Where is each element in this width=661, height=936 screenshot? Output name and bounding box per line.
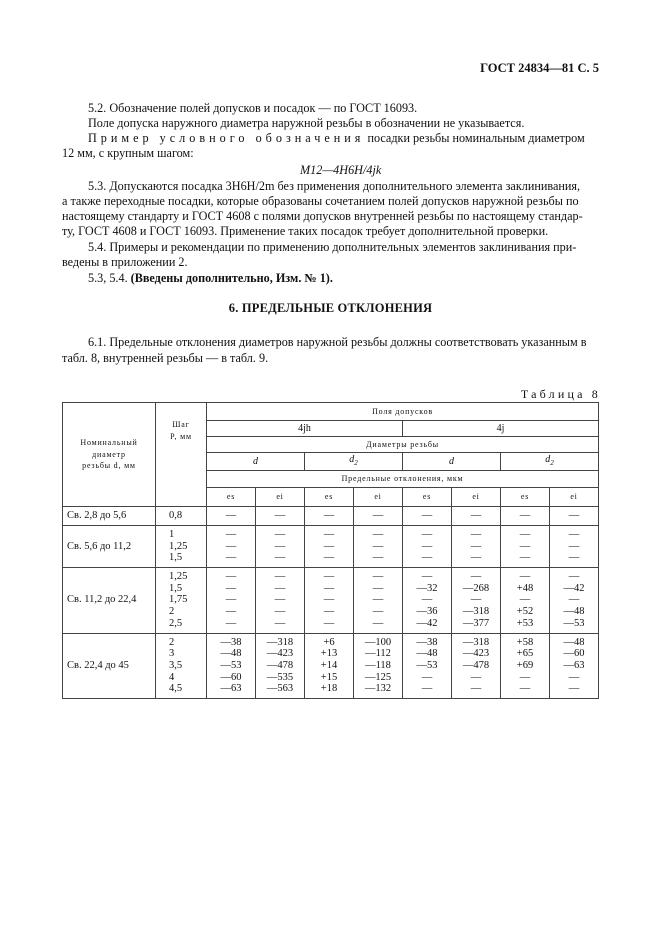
- table-row: [63, 633, 599, 698]
- header-subcol-ei: ei: [354, 488, 403, 507]
- deviation-value: —: [225, 529, 237, 540]
- paragraph-6-1-line1: 6.1. Предельные отклонения диаметров наружной резьбы должны соответствовать указанным в: [88, 335, 587, 349]
- deviation-cell: [501, 568, 550, 633]
- deviation-value: —: [323, 552, 335, 564]
- deviation-cell: [452, 507, 501, 526]
- row-label: Св. 11,2 до 22,4: [63, 568, 156, 633]
- deviation-value: —: [274, 594, 286, 606]
- deviation-value: —: [470, 571, 482, 583]
- deviation-value: +6: [323, 636, 335, 648]
- deviation-value: —: [225, 571, 237, 583]
- deviation-value: —118: [365, 659, 391, 671]
- example-spaced-label: Пример условного обозначения: [88, 131, 365, 145]
- deviation-value: —: [568, 540, 580, 552]
- section-6-title: 6. ПРЕДЕЛЬНЫЕ ОТКЛОНЕНИЯ: [228, 301, 433, 315]
- d2-label: $d_2$: [545, 454, 554, 467]
- example-rest: посадки резьбы номинальным диаметром: [367, 131, 585, 145]
- table-caption: Таблица 8: [520, 387, 601, 401]
- deviation-value: —: [421, 594, 433, 606]
- header-diam-d2-4jh: [305, 453, 403, 471]
- pitch-value: 3: [169, 648, 175, 660]
- header-subcol-es: es: [207, 488, 256, 507]
- deviation-value: —60: [563, 648, 585, 660]
- deviation-cell: [403, 507, 452, 526]
- deviation-value: —: [470, 594, 482, 606]
- row-label: Св. 22,4 до 45: [63, 633, 156, 698]
- deviation-value: —48: [220, 648, 242, 660]
- example-line2: 12 мм, с крупным шагом:: [62, 146, 194, 160]
- deviation-cell: [305, 507, 354, 526]
- deviation-value: —: [274, 510, 286, 522]
- paragraph-5-3-line2: а также переходные посадки, которые образованы сочетанием полей допусков наружной резьбы по: [62, 194, 579, 208]
- deviation-value: —42: [563, 582, 585, 594]
- deviation-cell: [550, 633, 599, 698]
- deviation-value: —: [225, 540, 237, 552]
- deviation-value: —: [519, 510, 531, 522]
- deviation-value: —: [323, 606, 335, 618]
- header-subcol-ei: ei: [550, 488, 599, 507]
- deviation-value: —535: [266, 671, 294, 683]
- deviation-value: —: [421, 510, 433, 522]
- deviation-value: —48: [563, 636, 585, 648]
- deviation-value: —132: [364, 683, 392, 695]
- deviation-value: —: [372, 582, 384, 594]
- deviation-cell: [354, 633, 403, 698]
- pitch-cell: [156, 568, 207, 633]
- deviation-value: +14: [320, 659, 338, 671]
- deviation-value: —36: [416, 606, 438, 618]
- deviation-cell: [550, 568, 599, 633]
- header-subcol-es: es: [501, 488, 550, 507]
- deviation-value: —: [274, 582, 286, 594]
- deviation-value: —: [568, 510, 580, 522]
- deviation-value: —: [274, 571, 286, 583]
- deviation-value: —125: [364, 671, 392, 683]
- deviation-cell: [207, 507, 256, 526]
- deviation-value: —: [519, 540, 531, 552]
- deviation-value: —: [519, 552, 531, 564]
- deviation-value: —: [225, 510, 237, 522]
- deviation-cell: [452, 633, 501, 698]
- table-8: [62, 402, 599, 699]
- deviation-value: +48: [516, 582, 534, 594]
- pitch-value: 2: [169, 606, 175, 618]
- deviation-value: +65: [516, 648, 534, 660]
- d2-label: $d_2$: [349, 454, 358, 467]
- deviation-value: —: [225, 606, 237, 618]
- deviation-value: +18: [320, 683, 338, 695]
- row-label: Св. 2,8 до 5,6: [63, 507, 156, 526]
- deviation-value: —: [568, 594, 580, 606]
- deviation-value: +15: [320, 671, 338, 683]
- pitch-value: 4: [169, 671, 175, 683]
- deviation-value: —: [372, 510, 384, 522]
- deviation-value: —: [568, 552, 580, 564]
- deviation-cell: [403, 526, 452, 568]
- example-line1: [88, 131, 585, 146]
- paragraph-5-2-line2: Поле допуска наружного диаметра наружной резьбы в обозначении не указывается.: [88, 116, 525, 130]
- deviation-value: —63: [563, 659, 585, 671]
- header-tolerance-fields: Поля допусков: [207, 403, 599, 421]
- deviation-value: —: [421, 671, 433, 683]
- pitch-value: 1,5: [169, 582, 183, 594]
- deviation-cell: [256, 633, 305, 698]
- deviation-value: —: [372, 606, 384, 618]
- deviation-value: —: [568, 683, 580, 695]
- header-thread-diameters: Диаметры резьбы: [207, 437, 599, 453]
- header-nominal-diameter: Номинальный диаметр резьбы d, мм: [63, 403, 156, 507]
- deviation-value: —: [225, 617, 237, 629]
- deviation-cell: [305, 633, 354, 698]
- deviation-value: —: [372, 594, 384, 606]
- header-diam-d-4j: d: [403, 453, 501, 471]
- deviation-value: —: [372, 617, 384, 629]
- deviation-value: —: [568, 529, 580, 540]
- deviation-value: —: [323, 617, 335, 629]
- deviation-cell: [207, 526, 256, 568]
- deviation-value: —318: [462, 606, 490, 618]
- deviation-value: —: [519, 671, 531, 683]
- deviation-value: —: [225, 594, 237, 606]
- deviation-value: —: [421, 529, 433, 540]
- deviation-value: —60: [220, 671, 242, 683]
- deviation-value: —377: [462, 617, 490, 629]
- header-pitch: Шаг P, мм: [156, 403, 207, 507]
- deviation-value: —: [519, 571, 531, 583]
- deviation-value: —478: [462, 659, 490, 671]
- deviation-value: +52: [516, 606, 534, 618]
- deviation-cell: [256, 568, 305, 633]
- deviation-value: —: [519, 529, 531, 540]
- deviation-value: —100: [364, 636, 392, 648]
- deviation-value: —563: [266, 683, 294, 695]
- row-label: Св. 5,6 до 11,2: [63, 526, 156, 568]
- deviation-cell: [501, 633, 550, 698]
- amendment-prefix: 5.3, 5.4.: [88, 271, 128, 285]
- pitch-value: 1,25: [169, 571, 188, 583]
- deviation-value: —: [519, 594, 531, 606]
- deviation-value: —: [274, 529, 286, 540]
- deviation-value: —53: [220, 659, 242, 671]
- paragraph-5-3-line4: ту, ГОСТ 4608 и ГОСТ 16093. Применение таких посадок требует дополнительной проверки.: [62, 224, 549, 238]
- deviation-value: —: [421, 552, 433, 564]
- deviation-value: —: [274, 617, 286, 629]
- deviation-value: —: [323, 510, 335, 522]
- deviation-value: —63: [220, 683, 242, 695]
- deviation-value: —: [421, 683, 433, 695]
- amendment-note: [88, 271, 333, 286]
- deviation-value: —32: [416, 582, 438, 594]
- header-subcol-es: es: [305, 488, 354, 507]
- deviation-value: —423: [462, 648, 490, 660]
- deviation-value: —: [519, 683, 531, 695]
- deviation-value: —: [274, 540, 286, 552]
- deviation-value: —: [323, 582, 335, 594]
- paragraph-5-4-line1: 5.4. Примеры и рекомендации по применению дополнительных элементов заклинивания при-: [88, 240, 577, 254]
- header-subcol-es: es: [403, 488, 452, 507]
- deviation-value: —: [225, 552, 237, 564]
- pitch-value: 1: [169, 529, 175, 540]
- table-row: [63, 568, 599, 633]
- deviation-cell: [354, 507, 403, 526]
- deviation-cell: [403, 633, 452, 698]
- deviation-value: —: [470, 529, 482, 540]
- pitch-value: 2,5: [169, 617, 183, 629]
- deviation-value: —: [323, 571, 335, 583]
- header-diam-d-4jh: d: [207, 453, 305, 471]
- deviation-value: —38: [220, 636, 242, 648]
- paragraph-5-2-line1: 5.2. Обозначение полей допусков и посадок — по ГОСТ 16093.: [88, 101, 418, 115]
- header-limit-deviations: Предельные отклонения, мкм: [207, 471, 599, 488]
- header-diam-d2-4j: [501, 453, 599, 471]
- deviation-value: —53: [563, 617, 585, 629]
- table-row: [63, 507, 599, 526]
- deviation-value: +69: [516, 659, 534, 671]
- deviation-cell: [256, 526, 305, 568]
- page-header: ГОСТ 24834—81 С. 5: [480, 61, 599, 75]
- deviation-value: —48: [416, 648, 438, 660]
- header-subcol-ei: ei: [256, 488, 305, 507]
- pitch-value: 1,75: [169, 594, 188, 606]
- deviation-cell: [501, 526, 550, 568]
- deviation-cell: [256, 507, 305, 526]
- thread-designation-formula: M12—4H6H/4jk: [300, 163, 382, 177]
- paragraph-6-1-line2: табл. 8, внутренней резьбы — в табл. 9.: [62, 351, 269, 365]
- deviation-value: —: [470, 671, 482, 683]
- deviation-value: +13: [320, 648, 338, 660]
- pitch-value: 4,5: [169, 683, 183, 695]
- deviation-cell: [501, 507, 550, 526]
- deviation-value: —48: [563, 606, 585, 618]
- deviation-cell: [305, 568, 354, 633]
- deviation-value: —318: [462, 636, 490, 648]
- pitch-value: 3,5: [169, 659, 183, 671]
- header-subcol-ei: ei: [452, 488, 501, 507]
- deviation-cell: [452, 526, 501, 568]
- deviation-value: —: [568, 571, 580, 583]
- deviation-cell: [403, 568, 452, 633]
- deviation-cell: [354, 568, 403, 633]
- deviation-value: —: [323, 529, 335, 540]
- amendment-bold: (Введены дополнительно, Изм. № 1).: [130, 271, 333, 285]
- deviation-value: —268: [462, 582, 490, 594]
- deviation-cell: [207, 633, 256, 698]
- deviation-value: —: [470, 683, 482, 695]
- deviation-cell: [550, 507, 599, 526]
- deviation-cell: [207, 568, 256, 633]
- pitch-cell: [156, 507, 207, 526]
- deviation-value: —42: [416, 617, 438, 629]
- pitch-cell: [156, 526, 207, 568]
- deviation-cell: [354, 526, 403, 568]
- pitch-value: 0,8: [169, 510, 183, 522]
- deviation-value: —: [470, 510, 482, 522]
- deviation-value: —318: [266, 636, 294, 648]
- deviation-value: —: [421, 540, 433, 552]
- deviation-value: —: [470, 540, 482, 552]
- deviation-cell: [550, 526, 599, 568]
- pitch-value: 2: [169, 636, 175, 648]
- deviation-value: —: [274, 606, 286, 618]
- deviation-value: —: [421, 571, 433, 583]
- header-field-4j: 4j: [403, 421, 599, 437]
- pitch-value: 1,5: [169, 552, 183, 564]
- deviation-value: —: [470, 552, 482, 564]
- deviation-value: —: [323, 540, 335, 552]
- header-field-4jh: 4jh: [207, 421, 403, 437]
- pitch-cell: [156, 633, 207, 698]
- paragraph-5-3-line1: 5.3. Допускаются посадка 3H6H/2m без применения дополнительного элемента заклинивания,: [88, 179, 581, 193]
- pitch-value: 1,25: [169, 540, 188, 552]
- deviation-value: +53: [516, 617, 534, 629]
- deviation-value: —478: [266, 659, 294, 671]
- deviation-value: —: [323, 594, 335, 606]
- deviation-value: —112: [365, 648, 391, 660]
- deviation-value: —: [225, 582, 237, 594]
- paragraph-5-3-line3: настоящему стандарту и ГОСТ 4608 с полями допусков внутренней резьбы по настоящему стандар-: [62, 209, 583, 223]
- deviation-cell: [452, 568, 501, 633]
- deviation-value: —: [372, 529, 384, 540]
- deviation-cell: [305, 526, 354, 568]
- table-row: [63, 526, 599, 568]
- deviation-value: —53: [416, 659, 438, 671]
- deviation-value: +58: [516, 636, 534, 648]
- paragraph-5-4-line2: ведены в приложении 2.: [62, 255, 188, 269]
- deviation-value: —: [372, 571, 384, 583]
- deviation-value: —423: [266, 648, 294, 660]
- deviation-value: —38: [416, 636, 438, 648]
- deviation-value: —: [274, 552, 286, 564]
- deviation-value: —: [372, 552, 384, 564]
- deviation-value: —: [372, 540, 384, 552]
- deviation-value: —: [568, 671, 580, 683]
